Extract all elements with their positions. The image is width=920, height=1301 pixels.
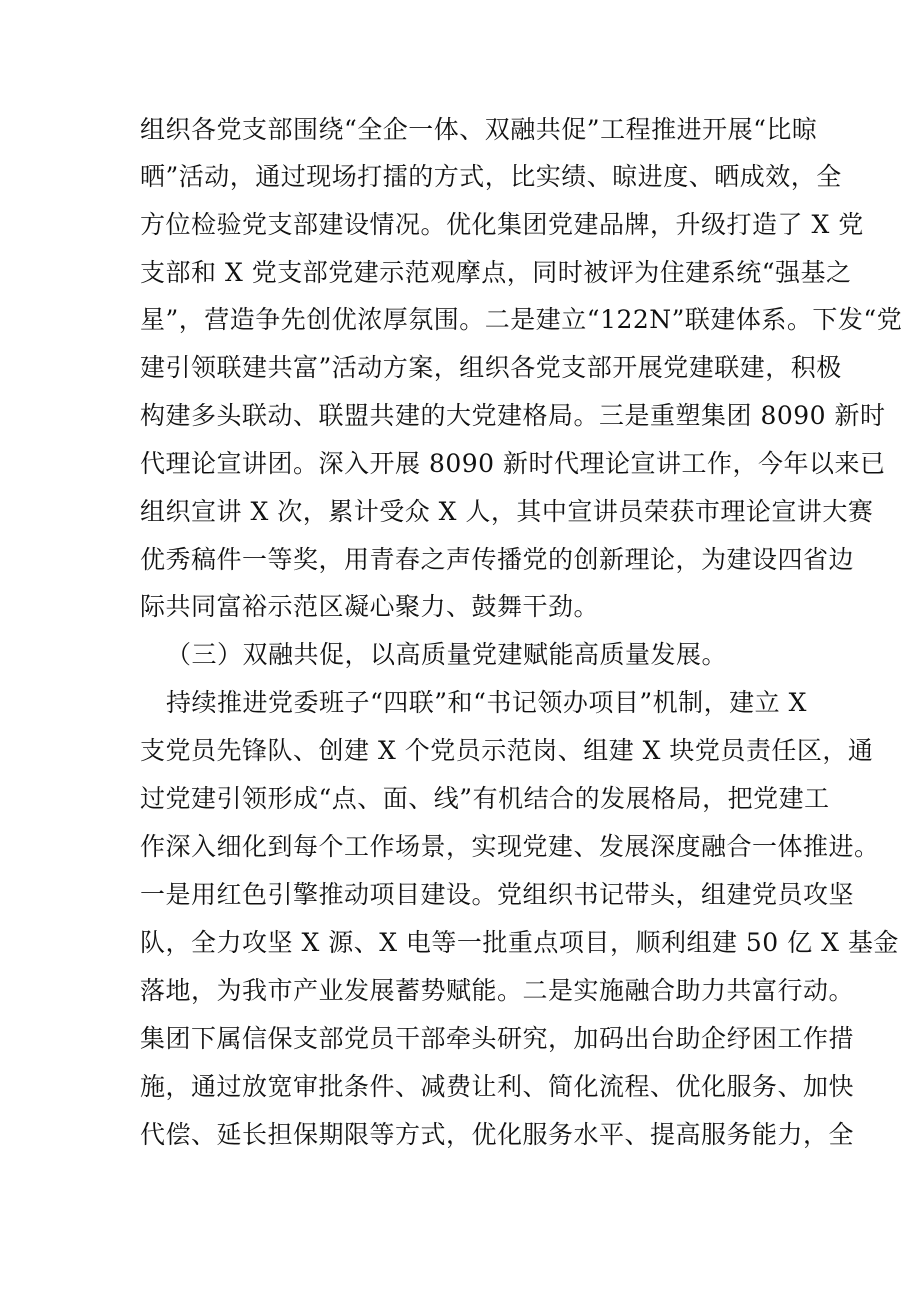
text-line-22: 代偿、延长担保期限等方式，优化服务水平、提高服务能力，全: [140, 1120, 855, 1149]
text-line-4: 支部和 X 党支部党建示范观摩点，同时被评为住建系统“强基之: [140, 258, 852, 287]
text-line-17: 一是用红色引擎推动项目建设。党组织书记带头，组建党员攻坚: [140, 880, 855, 909]
text-line-5: 星”，营造争先创优浓厚氛围。二是建立“122N”联建体系。下发“党: [140, 305, 903, 334]
text-line-7: 构建多头联动、联盟共建的大党建格局。三是重塑集团 8090 新时: [140, 401, 886, 430]
text-line-20: 集团下属信保支部党员干部牵头研究，加码出台助企纾困工作措: [140, 1024, 855, 1053]
section-heading: （三）双融共促，以高质量党建赋能高质量发展。: [166, 640, 728, 669]
text-line-19: 落地，为我市产业发展蓄势赋能。二是实施融合助力共富行动。: [140, 976, 855, 1005]
text-line-3: 方位检验党支部建设情况。优化集团党建品牌，升级打造了 X 党: [140, 210, 864, 239]
text-line-10: 优秀稿件一等奖，用青春之声传播党的创新理论，为建设四省边: [140, 545, 855, 574]
text-line-9: 组织宣讲 X 次，累计受众 X 人，其中宣讲员荣获市理论宣讲大赛: [140, 497, 874, 526]
text-line-6: 建引领联建共富”活动方案，组织各党支部开展党建联建，积极: [140, 353, 842, 382]
text-line-18: 队，全力攻坚 X 源、X 电等一批重点项目，顺利组建 50 亿 X 基金: [140, 928, 899, 957]
text-line-8: 代理论宣讲团。深入开展 8090 新时代理论宣讲工作，今年以来已: [140, 449, 886, 478]
text-line-11: 际共同富裕示范区凝心聚力、鼓舞干劲。: [140, 592, 600, 621]
text-line-16: 作深入细化到每个工作场景，实现党建、发展深度融合一体推进。: [140, 832, 880, 861]
text-line-2: 晒”活动，通过现场打擂的方式，比实绩、晾进度、晒成效，全: [140, 162, 842, 191]
text-line-15: 过党建引领形成“点、面、线”有机结合的发展格局，把党建工: [140, 784, 830, 813]
text-line-1: 组织各党支部围绕“全企一体、双融共促”工程推进开展“比晾: [140, 115, 818, 144]
text-line-13: 持续推进党委班子“四联”和“书记领办项目”机制，建立 X: [166, 688, 807, 717]
text-line-21: 施，通过放宽审批条件、减费让利、简化流程、优化服务、加快: [140, 1072, 855, 1101]
text-line-14: 支党员先锋队、创建 X 个党员示范岗、组建 X 块党员责任区，通: [140, 736, 874, 765]
